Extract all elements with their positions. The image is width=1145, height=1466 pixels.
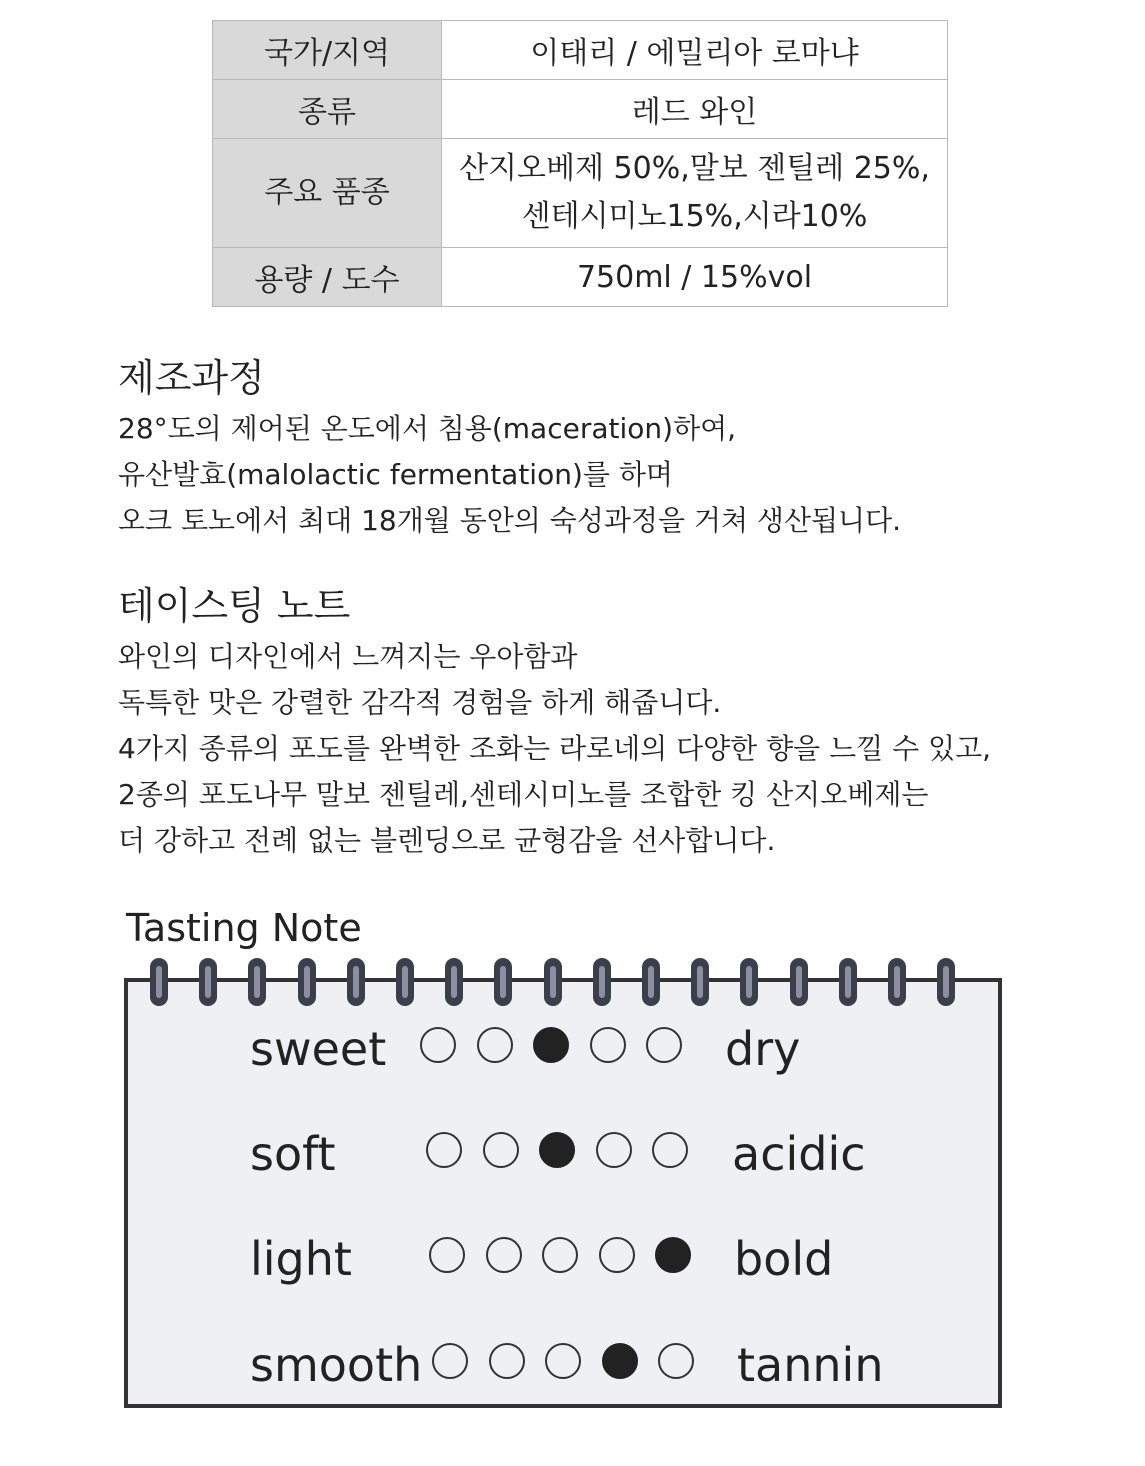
trait-right-label: bold — [734, 1232, 834, 1286]
process-line: 오크 토노에서 최대 18개월 동안의 숙성과정을 거쳐 생산됩니다. — [118, 504, 902, 537]
binding-ring — [740, 958, 758, 1006]
process-heading: 제조과정 — [118, 356, 265, 400]
trait-right-label: tannin — [737, 1338, 884, 1392]
rating-dot-empty — [426, 1132, 462, 1168]
rating-dot-empty — [429, 1237, 465, 1273]
rating-dot-empty — [489, 1343, 525, 1379]
spec-value — [442, 21, 948, 80]
spec-value-line: 이태리 / 에밀리아 로마냐 — [530, 36, 859, 71]
binding-ring — [642, 958, 660, 1006]
rating-dot-empty — [590, 1027, 626, 1063]
spec-label: 용량 / 도수 — [213, 248, 442, 307]
wine-spec-table — [212, 20, 948, 307]
binding-ring — [937, 958, 955, 1006]
process-line: 28°도의 제어된 온도에서 침용(maceration)하여, — [118, 412, 737, 445]
binding-ring — [150, 958, 168, 1006]
rating-dot-filled — [602, 1343, 638, 1379]
spec-value — [442, 139, 948, 248]
tasting-line: 4가지 종류의 포도를 완벽한 조화는 라로네의 다양한 향을 느낄 수 있고, — [118, 732, 992, 765]
trait-left-label: sweet — [250, 1022, 387, 1076]
spec-value — [442, 248, 948, 307]
spec-label: 종류 — [213, 80, 442, 139]
spec-value-line: 레드 와인 — [631, 95, 758, 130]
binding-ring — [839, 958, 857, 1006]
trait-row-soft-acidic — [250, 1124, 950, 1184]
rating-dot-empty — [542, 1237, 578, 1273]
rating-dot-filled — [533, 1027, 569, 1063]
rating-dot-empty — [420, 1027, 456, 1063]
trait-row-light-bold — [250, 1229, 950, 1289]
binding-ring — [396, 958, 414, 1006]
rating-dot-empty — [646, 1027, 682, 1063]
binding-ring — [347, 958, 365, 1006]
rating-dot-empty — [596, 1132, 632, 1168]
rating-dot-empty — [599, 1237, 635, 1273]
spec-label: 주요 품종 — [213, 139, 442, 248]
spec-value-line: 산지오베제 50%,말보 젠틸레 25%, — [459, 151, 930, 186]
spec-row-volume — [213, 248, 948, 307]
tasting-line: 더 강하고 전례 없는 블렌딩으로 균형감을 선사합니다. — [118, 824, 776, 857]
rating-dot-empty — [432, 1343, 468, 1379]
trait-right-label: acidic — [732, 1127, 866, 1181]
binding-ring — [298, 958, 316, 1006]
spec-label: 국가/지역 — [213, 21, 442, 80]
trait-row-smooth-tannin — [250, 1335, 950, 1395]
binding-ring — [445, 958, 463, 1006]
rating-dot-empty — [545, 1343, 581, 1379]
rating-dot-empty — [486, 1237, 522, 1273]
trait-left-label: soft — [250, 1127, 336, 1181]
rating-dot-empty — [483, 1132, 519, 1168]
tasting-section — [118, 578, 1078, 864]
rating-dot-empty — [658, 1343, 694, 1379]
spec-row-region — [213, 21, 948, 80]
spec-value-line: 센테시미노15%,시라10% — [521, 199, 868, 234]
binding-ring — [248, 958, 266, 1006]
trait-row-sweet-dry — [250, 1019, 950, 1079]
tasting-note-title: Tasting Note — [126, 906, 362, 950]
tasting-line: 2종의 포도나무 말보 젠틸레,센테시미노를 조합한 킹 산지오베제는 — [118, 778, 929, 811]
binding-ring — [593, 958, 611, 1006]
binding-ring — [691, 958, 709, 1006]
spiral-binding — [150, 958, 980, 1006]
spec-value — [442, 80, 948, 139]
binding-ring — [790, 958, 808, 1006]
trait-left-label: smooth — [250, 1338, 423, 1392]
tasting-line: 독특한 맛은 강렬한 감각적 경험을 하게 해줍니다. — [118, 686, 722, 719]
rating-dot-filled — [655, 1237, 691, 1273]
rating-dot-filled — [539, 1132, 575, 1168]
trait-right-label: dry — [725, 1022, 801, 1076]
trait-left-label: light — [250, 1232, 352, 1286]
binding-ring — [199, 958, 217, 1006]
spec-row-type — [213, 80, 948, 139]
rating-dot-empty — [652, 1132, 688, 1168]
spec-row-varieties — [213, 139, 948, 248]
rating-dot-empty — [477, 1027, 513, 1063]
spec-value-line: 750ml / 15%vol — [576, 259, 813, 295]
tasting-line: 와인의 디자인에서 느껴지는 우아함과 — [118, 640, 578, 673]
tasting-heading: 테이스팅 노트 — [118, 584, 351, 628]
process-line: 유산발효(malolactic fermentation)를 하며 — [118, 458, 673, 491]
binding-ring — [888, 958, 906, 1006]
process-section — [118, 350, 1078, 544]
binding-ring — [494, 958, 512, 1006]
binding-ring — [544, 958, 562, 1006]
